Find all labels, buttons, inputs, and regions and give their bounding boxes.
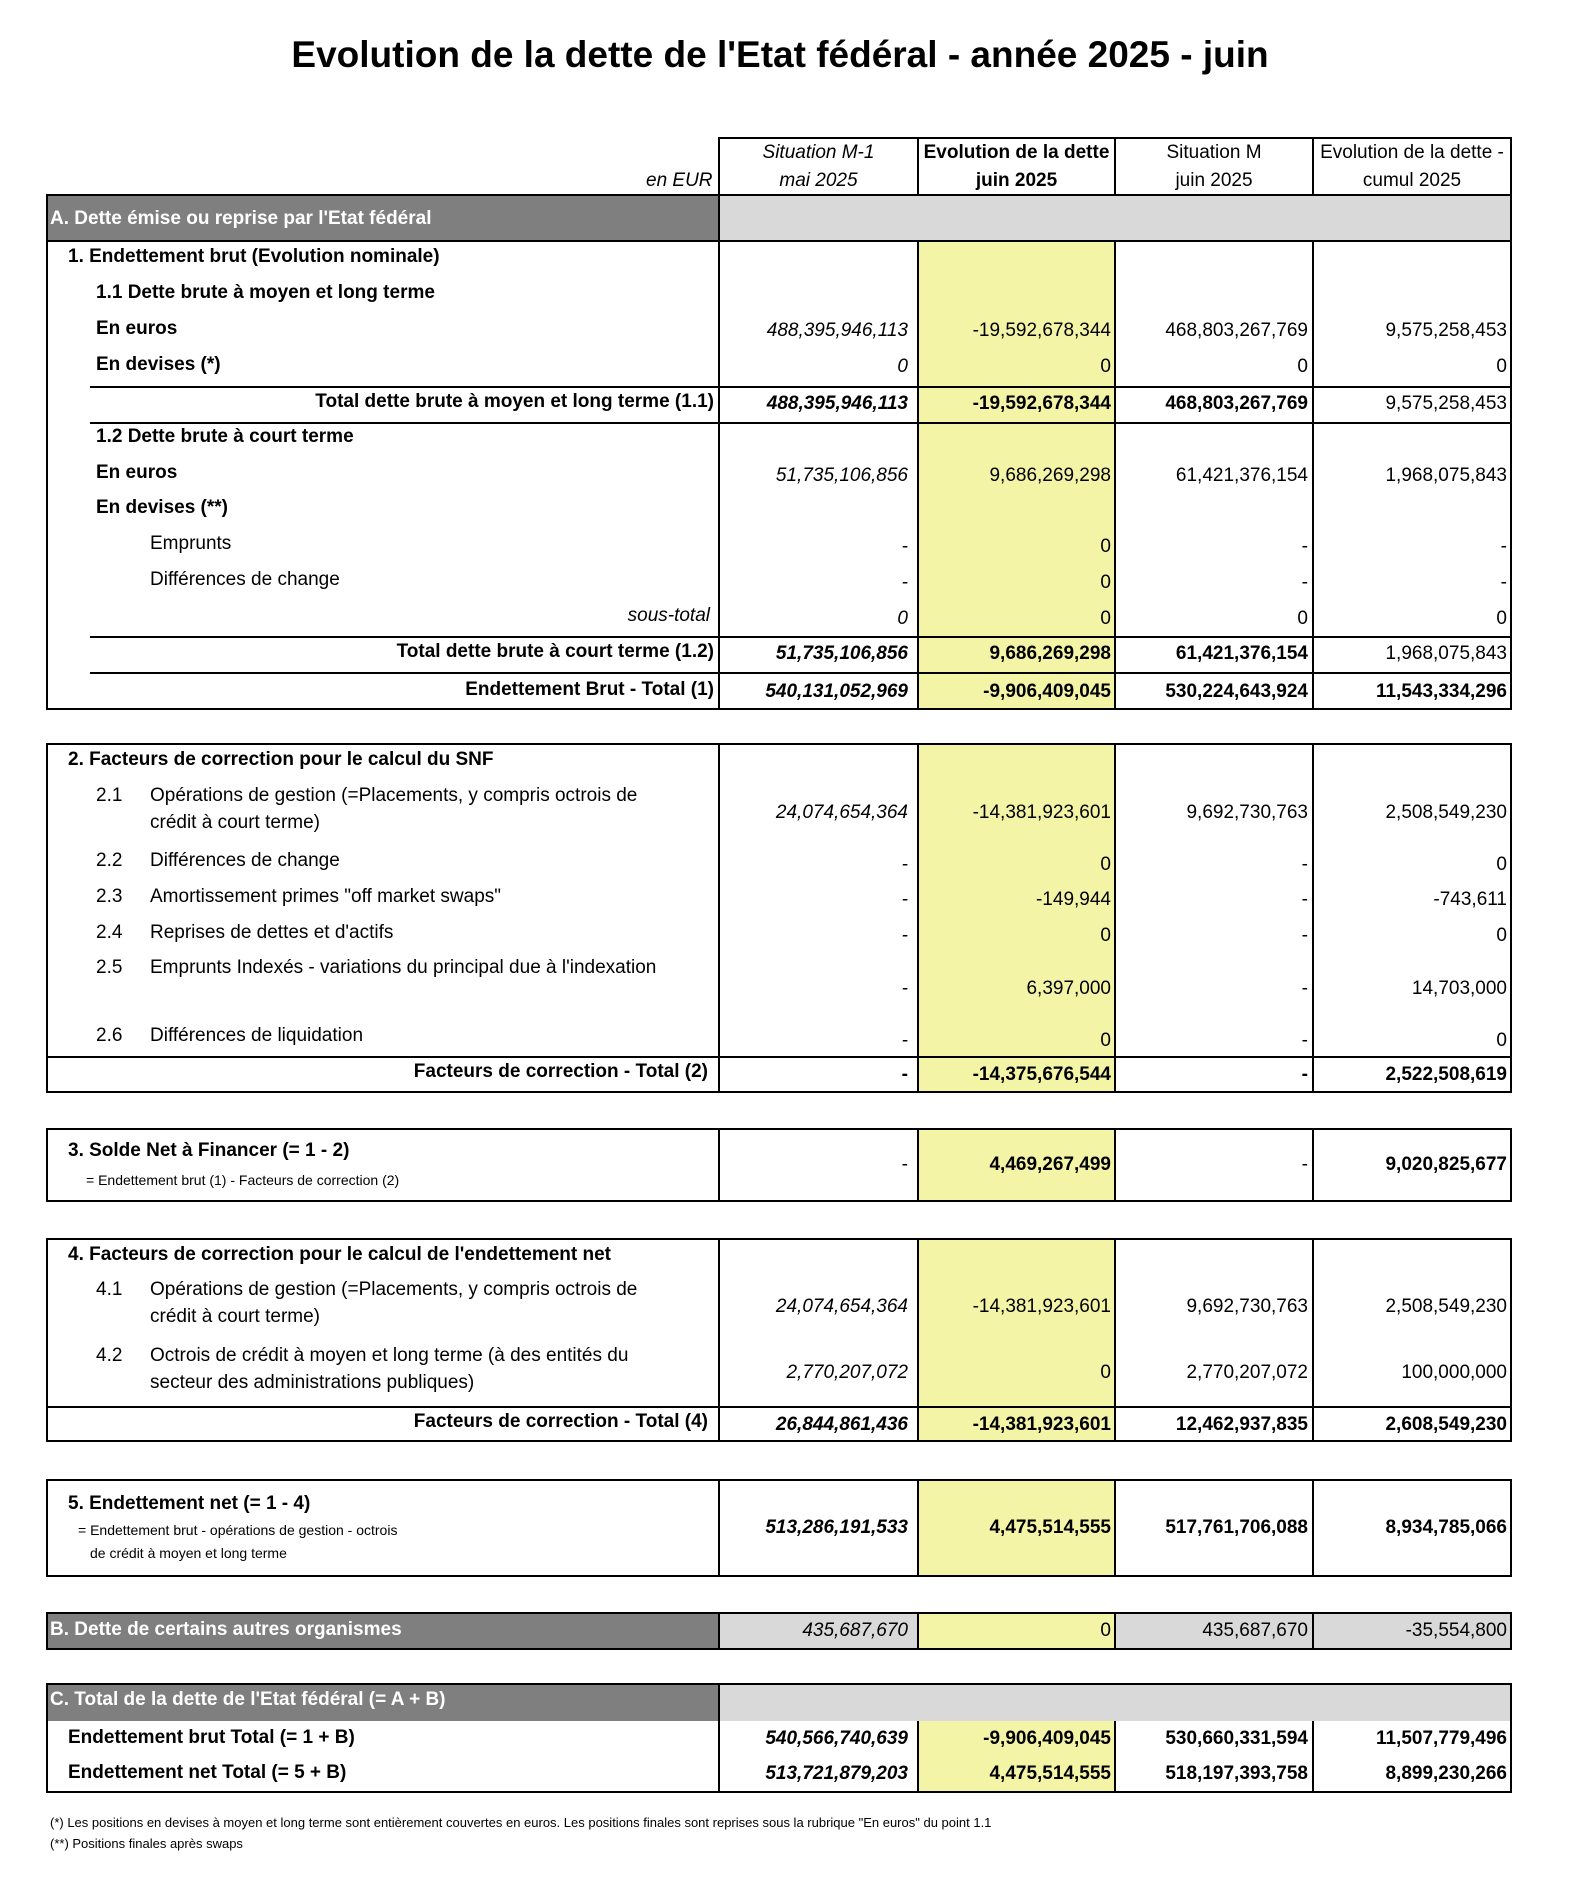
s12-euros-v2: 61,421,376,154	[1175, 465, 1308, 486]
column-header-m1: Situation M-1 mai 2025	[762, 142, 875, 191]
s1-total-label: Endettement Brut - Total (1)	[465, 679, 714, 700]
sc-net-v3: 8,899,230,266	[1385, 1763, 1507, 1784]
s2-row-22-v2: -	[1301, 854, 1308, 875]
sb-v0: 435,687,670	[802, 1620, 908, 1641]
sb-v1: 0	[1100, 1620, 1111, 1641]
s2-row-23-label: Amortissement primes "off market swaps"	[150, 886, 502, 907]
s4-title: 4. Facteurs de correction pour le calcul de l'endettement net	[68, 1244, 611, 1265]
s4-row-41-num: 4.1	[96, 1279, 123, 1300]
s4-row-41-label2: crédit à court terme)	[150, 1306, 320, 1327]
s4-row-42-v2: 2,770,207,072	[1186, 1362, 1308, 1383]
s1-total-v3: 11,543,334,296	[1375, 681, 1507, 702]
s12-total-v0: 51,735,106,856	[775, 643, 908, 664]
sc-brut-v2: 530,660,331,594	[1165, 1728, 1308, 1749]
s2-row-21-label2: crédit à court terme)	[150, 812, 320, 833]
sc-brut-v0: 540,566,740,639	[765, 1728, 908, 1749]
s5-v1: 4,475,514,555	[989, 1517, 1111, 1538]
s2-row-25-v2: -	[1301, 978, 1308, 999]
s2-row-22-label: Différences de change	[150, 850, 340, 871]
s11-devises-v0: 0	[897, 356, 908, 377]
s2-row-23-v2: -	[1301, 889, 1308, 910]
s2-row-24-v3: 0	[1496, 925, 1507, 946]
s11-devises-v1: 0	[1100, 356, 1111, 377]
s2-row-24-v2: -	[1301, 925, 1308, 946]
footnote-2: (**) Positions finales après swaps	[50, 1836, 243, 1851]
s12-diff-v2: -	[1301, 572, 1308, 593]
s2-row-26-v1: 0	[1100, 1030, 1111, 1051]
s12-total-v2: 61,421,376,154	[1175, 643, 1308, 664]
s2-total-v3: 2,522,508,619	[1385, 1064, 1507, 1085]
s2-row-23-v0: -	[901, 889, 908, 910]
s2-row-26-v2: -	[1301, 1030, 1308, 1051]
s11-total-v2: 468,803,267,769	[1165, 393, 1308, 414]
s4-total-v0: 26,844,861,436	[775, 1414, 908, 1435]
s5-v3: 8,934,785,066	[1385, 1517, 1507, 1538]
section-4-box	[46, 1238, 1512, 1442]
s12-total-label: Total dette brute à court terme (1.2)	[396, 641, 714, 662]
s2-row-23-v1: -149,944	[1035, 889, 1111, 910]
s12-sous-v2: 0	[1297, 608, 1308, 629]
unit-label: en EUR	[646, 170, 713, 191]
s2-total-v0: -	[901, 1064, 908, 1085]
s3-subtitle: = Endettement brut (1) - Facteurs de correction (2)	[86, 1172, 400, 1188]
s12-euros-v0: 51,735,106,856	[775, 465, 908, 486]
s1-title: 1. Endettement brut (Evolution nominale)	[68, 246, 440, 267]
s2-row-23-v3: -743,611	[1433, 889, 1507, 910]
s2-row-24-v1: 0	[1100, 925, 1111, 946]
s4-row-41-v0: 24,074,654,364	[775, 1296, 908, 1317]
s3-title: 3. Solde Net à Financer (= 1 - 2)	[68, 1140, 350, 1161]
s3-v2: -	[1301, 1154, 1308, 1175]
s2-total-label: Facteurs de correction - Total (2)	[413, 1061, 708, 1082]
s2-row-22-v3: 0	[1496, 854, 1507, 875]
section-a-title: A. Dette émise ou reprise par l'Etat fédéral	[50, 208, 432, 229]
s12-euros-v3: 1,968,075,843	[1385, 465, 1507, 486]
sc-net-v0: 513,721,879,203	[765, 1763, 908, 1784]
s2-row-21-v1: -14,381,923,601	[972, 802, 1111, 823]
s12-euros-v1: 9,686,269,298	[989, 465, 1111, 486]
s4-total-v1: -14,381,923,601	[972, 1414, 1111, 1435]
s2-row-25-v0: -	[901, 978, 908, 999]
s11-euros-label: En euros	[96, 318, 178, 339]
sc-net-v1: 4,475,514,555	[989, 1763, 1111, 1784]
s11-total-v3: 9,575,258,453	[1385, 393, 1507, 414]
section-a-box	[46, 194, 1512, 710]
s2-row-22-v0: -	[901, 854, 908, 875]
s11-euros-v3: 9,575,258,453	[1385, 320, 1507, 341]
footnote-1: (*) Les positions en devises à moyen et long terme sont entièrement couvertes en euros. Les positions finales sont reprises sous la rubrique "En euros" du point 1.1	[50, 1815, 992, 1830]
s2-row-25-v3: 14,703,000	[1411, 978, 1507, 999]
s4-row-42-label2: secteur des administrations publiques)	[150, 1372, 475, 1393]
s2-row-26-num: 2.6	[96, 1025, 123, 1046]
s1-total-v0: 540,131,052,969	[765, 681, 908, 702]
s12-sous-v1: 0	[1100, 608, 1111, 629]
s4-row-41-label1: Opérations de gestion (=Placements, y compris octrois de	[150, 1279, 638, 1300]
s11-euros-v0: 488,395,946,113	[766, 320, 908, 341]
s12-diff-v3: -	[1500, 572, 1507, 593]
s2-row-24-num: 2.4	[96, 922, 123, 943]
s3-v1: 4,469,267,499	[989, 1154, 1111, 1175]
s11-euros-v2: 468,803,267,769	[1165, 320, 1308, 341]
s11-total-label: Total dette brute à moyen et long terme (1.1)	[315, 391, 714, 412]
s4-row-42-num: 4.2	[96, 1345, 123, 1366]
s11-devises-v3: 0	[1496, 356, 1507, 377]
s2-row-25-label: Emprunts Indexés - variations du principal due à l'indexation	[150, 957, 657, 978]
s12-emprunts-label: Emprunts	[150, 533, 232, 554]
section-c-title: C. Total de la dette de l'Etat fédéral (= A + B)	[50, 1689, 446, 1710]
s4-total-v2: 12,462,937,835	[1175, 1414, 1308, 1435]
s5-subtitle1: = Endettement brut - opérations de gestion - octrois	[78, 1522, 398, 1538]
column-header-m: Situation M juin 2025	[1166, 142, 1262, 191]
s12-total-v1: 9,686,269,298	[989, 643, 1111, 664]
page-title: Evolution de la dette de l'Etat fédéral - année 2025 - juin	[291, 34, 1269, 75]
s4-row-42-v1: 0	[1100, 1362, 1111, 1383]
s4-total-v3: 2,608,549,230	[1385, 1414, 1507, 1435]
s4-row-41-v1: -14,381,923,601	[972, 1296, 1111, 1317]
s11-total-v1: -19,592,678,344	[972, 393, 1111, 414]
s12-title: 1.2 Dette brute à court terme	[96, 426, 354, 447]
s12-emprunts-v3: -	[1500, 536, 1507, 557]
column-header-cumul: Evolution de la dette - cumul 2025	[1320, 142, 1504, 191]
s12-sous-v0: 0	[897, 608, 908, 629]
s11-euros-v1: -19,592,678,344	[972, 320, 1111, 341]
s12-sous-label: sous-total	[627, 605, 710, 626]
s2-row-22-num: 2.2	[96, 850, 123, 871]
s12-diff-v0: -	[901, 572, 908, 593]
s12-diff-label: Différences de change	[150, 569, 340, 590]
s11-devises-v2: 0	[1297, 356, 1308, 377]
column-header-evolution: Evolution de la dette juin 2025	[923, 142, 1110, 191]
s2-row-21-v2: 9,692,730,763	[1186, 802, 1308, 823]
sb-v3: -35,554,800	[1405, 1620, 1507, 1641]
s1-total-v1: -9,906,409,045	[983, 681, 1111, 702]
sc-net-v2: 518,197,393,758	[1165, 1763, 1308, 1784]
s2-total-v2: -	[1301, 1064, 1308, 1085]
s4-row-42-v0: 2,770,207,072	[786, 1362, 908, 1383]
s12-diff-v1: 0	[1100, 572, 1111, 593]
s2-row-26-v0: -	[901, 1030, 908, 1051]
s2-total-v1: -14,375,676,544	[972, 1064, 1111, 1085]
s5-subtitle2: de crédit à moyen et long terme	[90, 1545, 287, 1561]
s12-emprunts-v1: 0	[1100, 536, 1111, 557]
s2-row-24-v0: -	[901, 925, 908, 946]
s3-v0: -	[901, 1154, 908, 1175]
s4-row-41-v3: 2,508,549,230	[1385, 1296, 1507, 1317]
s2-row-25-num: 2.5	[96, 957, 123, 978]
s2-title: 2. Facteurs de correction pour le calcul du SNF	[68, 749, 494, 770]
s5-v2: 517,761,706,088	[1165, 1517, 1308, 1538]
s12-emprunts-v2: -	[1301, 536, 1308, 557]
s5-v0: 513,286,191,533	[765, 1517, 908, 1538]
s2-row-26-v3: 0	[1496, 1030, 1507, 1051]
s4-row-41-v2: 9,692,730,763	[1186, 1296, 1308, 1317]
s4-row-42-label1: Octrois de crédit à moyen et long terme (à des entités du	[150, 1345, 629, 1366]
s11-total-v0: 488,395,946,113	[766, 393, 908, 414]
s3-v3: 9,020,825,677	[1385, 1154, 1507, 1175]
sc-brut-v1: -9,906,409,045	[983, 1728, 1111, 1749]
sc-brut-label: Endettement brut Total (= 1 + B)	[68, 1727, 355, 1748]
s12-emprunts-v0: -	[901, 536, 908, 557]
s11-devises-label: En devises (*)	[96, 354, 221, 375]
sc-net-label: Endettement net Total (= 5 + B)	[68, 1762, 347, 1783]
sb-v2: 435,687,670	[1202, 1620, 1308, 1641]
s2-row-26-label: Différences de liquidation	[150, 1025, 364, 1046]
s12-devises-label: En devises (**)	[96, 497, 228, 518]
s2-row-25-v1: 6,397,000	[1026, 978, 1111, 999]
s12-sous-v3: 0	[1496, 608, 1507, 629]
sc-brut-v3: 11,507,779,496	[1375, 1728, 1507, 1749]
s4-row-42-v3: 100,000,000	[1401, 1362, 1507, 1383]
s12-total-v3: 1,968,075,843	[1385, 643, 1507, 664]
s2-row-21-v0: 24,074,654,364	[775, 802, 908, 823]
s2-row-23-num: 2.3	[96, 886, 123, 907]
s11-title: 1.1 Dette brute à moyen et long terme	[96, 282, 435, 303]
s2-row-21-num: 2.1	[96, 785, 123, 806]
s2-row-22-v1: 0	[1100, 854, 1111, 875]
s2-row-21-v3: 2,508,549,230	[1385, 802, 1507, 823]
s4-total-label: Facteurs de correction - Total (4)	[413, 1411, 708, 1432]
section-b-title: B. Dette de certains autres organismes	[50, 1619, 402, 1640]
s5-title: 5. Endettement net (= 1 - 4)	[68, 1493, 311, 1514]
s1-total-v2: 530,224,643,924	[1165, 681, 1308, 702]
s2-row-21-label1: Opérations de gestion (=Placements, y compris octrois de	[150, 785, 638, 806]
s2-row-24-label: Reprises de dettes et d'actifs	[150, 922, 394, 943]
s12-euros-label: En euros	[96, 462, 178, 483]
